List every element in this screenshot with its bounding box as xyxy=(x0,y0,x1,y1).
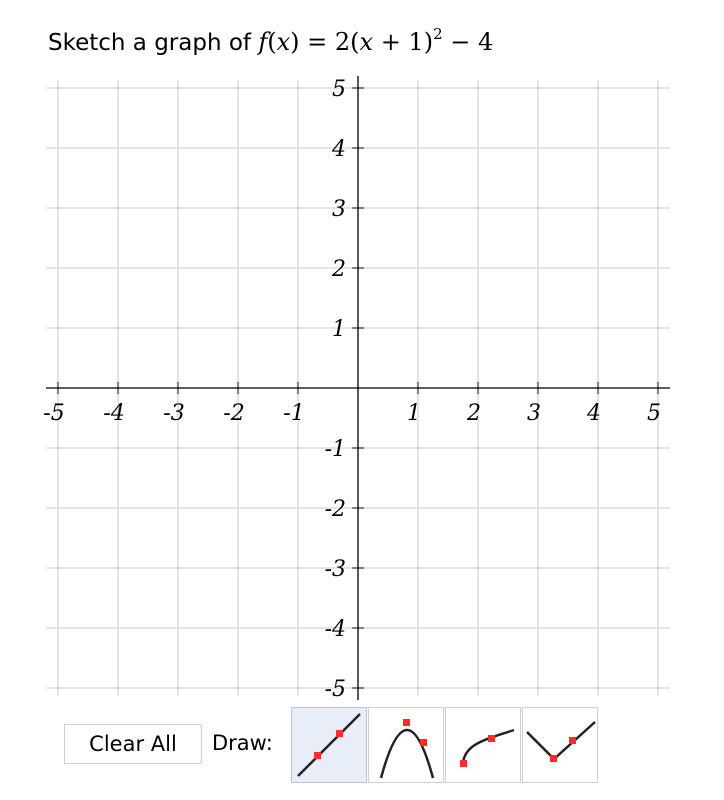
x-tick-label: -2 xyxy=(223,401,245,426)
y-tick-label: -5 xyxy=(324,677,346,702)
axes xyxy=(46,76,670,700)
y-tick-label: -1 xyxy=(324,437,346,462)
y-tick-label: 5 xyxy=(332,77,346,102)
absolute-value-icon xyxy=(523,708,597,782)
sqrt-curve-icon xyxy=(446,708,520,782)
line-tool-button[interactable] xyxy=(291,707,367,783)
x-tick-label: 1 xyxy=(407,401,421,426)
x-tick-label: -3 xyxy=(163,401,185,426)
parabola-tool-button[interactable] xyxy=(368,707,444,783)
draw-label: Draw: xyxy=(212,731,273,755)
x-tick-label: 2 xyxy=(467,401,481,426)
line-icon xyxy=(292,708,366,782)
parabola-icon xyxy=(369,708,443,782)
y-tick-label: 1 xyxy=(332,317,346,342)
y-tick-label: 4 xyxy=(332,137,346,162)
x-tick-label: -5 xyxy=(43,401,65,426)
plus-one-part: + 1) xyxy=(373,28,434,56)
inner-variable: x xyxy=(359,28,374,56)
clear-all-button[interactable]: Clear All xyxy=(64,724,202,764)
y-tick-label: -2 xyxy=(324,497,346,522)
equals-part: = 2( xyxy=(299,28,360,56)
function-name: f xyxy=(258,28,268,56)
x-tick-label: -4 xyxy=(103,401,125,426)
minus-four-part: − 4 xyxy=(442,28,494,56)
question-prefix: Sketch a graph of xyxy=(48,30,259,56)
y-tick-label: 3 xyxy=(332,197,346,222)
function-expression: $f(x) = 2(x + 1)^2 - 4$ xyxy=(258,25,494,56)
function-variable: x xyxy=(276,28,291,56)
x-tick-label: 5 xyxy=(647,401,661,426)
x-tick-label: -1 xyxy=(283,401,305,426)
x-tick-label: 4 xyxy=(587,401,601,426)
x-tick-label: 3 xyxy=(527,401,541,426)
y-tick-label: -4 xyxy=(324,617,346,642)
y-tick-label: 2 xyxy=(332,257,346,282)
exponent: 2 xyxy=(433,25,443,43)
sqrt-tool-button[interactable] xyxy=(445,707,521,783)
y-tick-label: -3 xyxy=(324,557,346,582)
absolute-value-tool-button[interactable] xyxy=(522,707,598,783)
tick-labels xyxy=(43,77,661,702)
